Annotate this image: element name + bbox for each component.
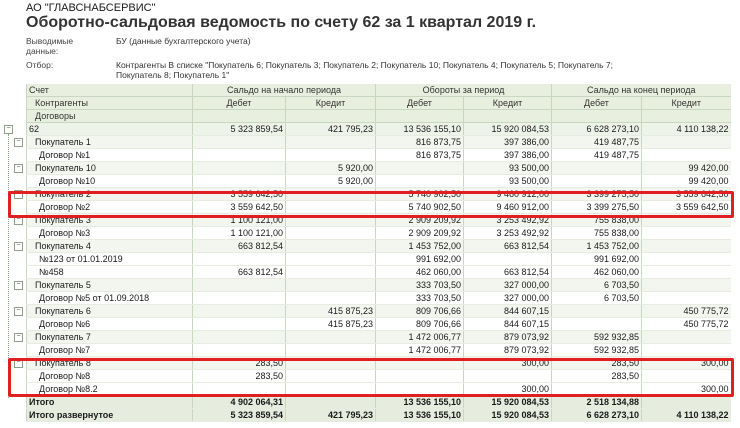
row-label: Итого развернутое (27, 409, 193, 422)
amount-cell: 4 110 138,22 (642, 409, 731, 422)
amount-cell: 3 253 492,92 (464, 214, 552, 227)
total-row[interactable] (27, 409, 731, 422)
amount-cell: 6 703,50 (552, 292, 642, 305)
amount-cell (376, 370, 464, 383)
amount-cell (193, 279, 286, 292)
row-label: Договор №8 (27, 370, 193, 383)
amount-cell: 3 399 275,50 (552, 188, 642, 201)
amount-cell: 9 460 912,00 (464, 201, 552, 214)
collapse-toggle-icon[interactable]: − (14, 216, 23, 225)
amount-cell: 15 920 084,53 (464, 123, 552, 136)
amount-cell (642, 149, 731, 162)
report-title: Оборотно-сальдовая ведомость по счету 62 за 1 квартал 2019 г. (26, 14, 537, 31)
counterparty-row[interactable] (27, 331, 731, 344)
counterparty-row[interactable] (27, 162, 731, 175)
amount-cell: 283,50 (552, 370, 642, 383)
amount-cell: 4 110 138,22 (642, 123, 731, 136)
amount-cell: 421 795,23 (286, 123, 376, 136)
col-closing-debit: Дебет (552, 97, 642, 110)
amount-cell (464, 370, 552, 383)
amount-cell (193, 305, 286, 318)
collapse-toggle-icon[interactable]: − (14, 359, 23, 368)
amount-cell: 1 472 006,77 (376, 331, 464, 344)
amount-cell (193, 136, 286, 149)
amount-cell: 327 000,00 (464, 279, 552, 292)
amount-cell (286, 149, 376, 162)
amount-cell: 663 812,54 (464, 240, 552, 253)
amount-cell: 844 607,15 (464, 318, 552, 331)
amount-cell (286, 188, 376, 201)
amount-cell (642, 331, 731, 344)
amount-cell: 663 812,54 (193, 266, 286, 279)
amount-cell (642, 240, 731, 253)
col-opening-credit: Кредит (286, 97, 376, 110)
row-label: Договор №1 (27, 149, 193, 162)
amount-cell: 663 812,54 (193, 240, 286, 253)
amount-cell: 1 100 121,00 (193, 214, 286, 227)
row-label: Покупатель 6 (27, 305, 193, 318)
amount-cell: 300,00 (464, 383, 552, 396)
col-turnover: Обороты за период (376, 84, 552, 97)
total-row[interactable] (27, 396, 731, 409)
amount-cell (286, 357, 376, 370)
amount-cell: 3 559 642,50 (642, 188, 731, 201)
col-opening-balance: Сальдо на начало периода (193, 84, 376, 97)
amount-cell: 5 323 859,54 (193, 409, 286, 422)
amount-cell: 1 100 121,00 (193, 227, 286, 240)
amount-cell (642, 370, 731, 383)
amount-cell (193, 162, 286, 175)
amount-cell: 93 500,00 (464, 162, 552, 175)
amount-cell: 13 536 155,10 (376, 409, 464, 422)
collapse-toggle-icon[interactable]: − (14, 333, 23, 342)
col-contracts: Договоры (27, 110, 193, 123)
amount-cell (286, 396, 376, 409)
amount-cell (286, 292, 376, 305)
contract-row[interactable] (27, 266, 731, 279)
amount-cell: 333 703,50 (376, 279, 464, 292)
row-label: Покупатель 4 (27, 240, 193, 253)
amount-cell: 6 628 273,10 (552, 409, 642, 422)
amount-cell: 755 838,00 (552, 214, 642, 227)
amount-cell (193, 253, 286, 266)
amount-cell (642, 253, 731, 266)
amount-cell (552, 318, 642, 331)
amount-cell: 1 453 752,00 (376, 240, 464, 253)
amount-cell: 397 386,00 (464, 149, 552, 162)
collapse-toggle-icon[interactable]: − (4, 125, 13, 134)
collapse-toggle-icon[interactable]: − (14, 190, 23, 199)
contract-row[interactable] (27, 149, 731, 162)
row-label: Договор №6 (27, 318, 193, 331)
amount-cell (286, 227, 376, 240)
row-label: Договор №8.2 (27, 383, 193, 396)
amount-cell (552, 383, 642, 396)
row-label: Покупатель 8 (27, 357, 193, 370)
col-closing-credit: Кредит (642, 97, 731, 110)
amount-cell (286, 214, 376, 227)
amount-cell: 2 909 209,92 (376, 214, 464, 227)
amount-cell: 99 420,00 (642, 175, 731, 188)
amount-cell: 99 420,00 (642, 162, 731, 175)
amount-cell: 2 909 209,92 (376, 227, 464, 240)
amount-cell (193, 149, 286, 162)
amount-cell: 3 559 642,50 (642, 201, 731, 214)
amount-cell (642, 266, 731, 279)
amount-cell: 415 875,23 (286, 318, 376, 331)
amount-cell (642, 227, 731, 240)
collapse-toggle-icon[interactable]: − (14, 242, 23, 251)
amount-cell (286, 331, 376, 344)
account-row[interactable] (27, 123, 731, 136)
filter-value-line2: Покупатель 8; Покупатель 1" (116, 70, 230, 80)
amount-cell: 450 775,72 (642, 305, 731, 318)
amount-cell: 5 920,00 (286, 162, 376, 175)
amount-cell: 283,50 (193, 370, 286, 383)
amount-cell (193, 292, 286, 305)
amount-cell: 15 920 084,53 (464, 409, 552, 422)
col-turnover-debit: Дебет (376, 97, 464, 110)
amount-cell: 415 875,23 (286, 305, 376, 318)
amount-cell: 333 703,50 (376, 292, 464, 305)
amount-cell (642, 292, 731, 305)
report-table (26, 84, 731, 422)
amount-cell: 3 253 492,92 (464, 227, 552, 240)
filter-label: Отбор: (26, 60, 54, 70)
header-row-2 (27, 97, 731, 110)
amount-cell (376, 357, 464, 370)
row-label: Договор №5 от 01.09.2018 (27, 292, 193, 305)
header-row-3 (27, 110, 731, 123)
contract-row[interactable] (27, 370, 731, 383)
row-label: Итого (27, 396, 193, 409)
amount-cell (286, 266, 376, 279)
amount-cell (464, 253, 552, 266)
collapse-toggle-icon[interactable]: − (14, 281, 23, 290)
amount-cell: 879 073,92 (464, 331, 552, 344)
amount-cell: 93 500,00 (464, 175, 552, 188)
amount-cell: 809 706,66 (376, 305, 464, 318)
amount-cell: 1 453 752,00 (552, 240, 642, 253)
contract-row[interactable] (27, 344, 731, 357)
contract-row[interactable] (27, 201, 731, 214)
output-value: БУ (данные бухгалтерского учета) (116, 36, 251, 46)
amount-cell: 5 920,00 (286, 175, 376, 188)
amount-cell (642, 214, 731, 227)
row-label: Покупатель 7 (27, 331, 193, 344)
amount-cell: 300,00 (642, 383, 731, 396)
amount-cell (642, 279, 731, 292)
counterparty-row[interactable] (27, 214, 731, 227)
amount-cell (376, 162, 464, 175)
amount-cell: 1 472 006,77 (376, 344, 464, 357)
amount-cell: 3 559 642,50 (193, 188, 286, 201)
amount-cell (552, 305, 642, 318)
amount-cell: 5 740 902,50 (376, 188, 464, 201)
amount-cell: 300,00 (464, 357, 552, 370)
row-label: №123 от 01.01.2019 (27, 253, 193, 266)
amount-cell: 421 795,23 (286, 409, 376, 422)
amount-cell (286, 383, 376, 396)
amount-cell: 879 073,92 (464, 344, 552, 357)
collapse-toggle-icon[interactable]: − (14, 164, 23, 173)
amount-cell: 419 487,75 (552, 136, 642, 149)
amount-cell (642, 136, 731, 149)
output-label-line2: данные: (26, 46, 59, 56)
amount-cell (286, 253, 376, 266)
contract-row[interactable] (27, 292, 731, 305)
filter-value-line1: Контрагенты В списке "Покупатель 6; Покупатель 3; Покупатель 2; Покупатель 10; Покупатель 4; Покупатель 5; Покупатель 7; (116, 60, 613, 70)
amount-cell: 450 775,72 (642, 318, 731, 331)
counterparty-row[interactable] (27, 240, 731, 253)
counterparty-row[interactable] (27, 188, 731, 201)
row-label: Договор №3 (27, 227, 193, 240)
counterparty-row[interactable] (27, 305, 731, 318)
contract-row[interactable] (27, 383, 731, 396)
amount-cell: 816 873,75 (376, 136, 464, 149)
amount-cell (552, 175, 642, 188)
amount-cell: 6 628 273,10 (552, 123, 642, 136)
amount-cell (193, 344, 286, 357)
amount-cell: 5 740 902,50 (376, 201, 464, 214)
row-label: Договор №10 (27, 175, 193, 188)
amount-cell: 462 060,00 (376, 266, 464, 279)
col-account: Счет (27, 84, 193, 97)
amount-cell (286, 279, 376, 292)
amount-cell: 419 487,75 (552, 149, 642, 162)
row-label: Покупатель 1 (27, 136, 193, 149)
row-label: Покупатель 3 (27, 214, 193, 227)
amount-cell: 283,50 (552, 357, 642, 370)
counterparty-row[interactable] (27, 357, 731, 370)
collapse-toggle-icon[interactable]: − (14, 307, 23, 316)
amount-cell: 6 703,50 (552, 279, 642, 292)
amount-cell: 13 536 155,10 (376, 123, 464, 136)
amount-cell: 991 692,00 (552, 253, 642, 266)
amount-cell: 844 607,15 (464, 305, 552, 318)
counterparty-row[interactable] (27, 279, 731, 292)
amount-cell: 809 706,66 (376, 318, 464, 331)
contract-row[interactable] (27, 227, 731, 240)
amount-cell (552, 162, 642, 175)
amount-cell: 592 932,85 (552, 344, 642, 357)
contract-row[interactable] (27, 175, 731, 188)
company-name: АО "ГЛАВСНАБСЕРВИС" (26, 2, 156, 14)
amount-cell: 283,50 (193, 357, 286, 370)
output-label-line1: Выводимые (26, 36, 74, 46)
row-label: №458 (27, 266, 193, 279)
amount-cell: 2 518 134,88 (552, 396, 642, 409)
amount-cell (193, 175, 286, 188)
amount-cell: 9 460 912,00 (464, 188, 552, 201)
amount-cell: 3 399 275,50 (552, 201, 642, 214)
amount-cell: 327 000,00 (464, 292, 552, 305)
counterparty-row[interactable] (27, 136, 731, 149)
row-label: Покупатель 10 (27, 162, 193, 175)
amount-cell (286, 240, 376, 253)
collapse-toggle-icon[interactable]: − (14, 138, 23, 147)
amount-cell (286, 201, 376, 214)
amount-cell (286, 344, 376, 357)
amount-cell: 300,00 (642, 357, 731, 370)
col-opening-debit: Дебет (193, 97, 286, 110)
contract-row[interactable] (27, 253, 731, 266)
amount-cell: 462 060,00 (552, 266, 642, 279)
amount-cell (193, 383, 286, 396)
amount-cell: 991 692,00 (376, 253, 464, 266)
row-label: Договор №7 (27, 344, 193, 357)
row-label: 62 (27, 123, 193, 136)
amount-cell: 816 873,75 (376, 149, 464, 162)
amount-cell (286, 136, 376, 149)
amount-cell (193, 318, 286, 331)
amount-cell (286, 370, 376, 383)
contract-row[interactable] (27, 318, 731, 331)
amount-cell: 15 920 084,53 (464, 396, 552, 409)
col-turnover-credit: Кредит (464, 97, 552, 110)
amount-cell: 4 902 064,31 (193, 396, 286, 409)
header-row-1 (27, 84, 731, 97)
col-counterparties: Контрагенты (27, 97, 193, 110)
amount-cell: 3 559 642,50 (193, 201, 286, 214)
amount-cell (642, 396, 731, 409)
amount-cell: 592 932,85 (552, 331, 642, 344)
row-label: Договор №2 (27, 201, 193, 214)
col-closing-balance: Сальдо на конец периода (552, 84, 731, 97)
tree-line (8, 134, 9, 398)
amount-cell: 13 536 155,10 (376, 396, 464, 409)
amount-cell: 663 812,54 (464, 266, 552, 279)
amount-cell: 397 386,00 (464, 136, 552, 149)
amount-cell (376, 383, 464, 396)
amount-cell: 5 323 859,54 (193, 123, 286, 136)
row-label: Покупатель 5 (27, 279, 193, 292)
amount-cell (376, 175, 464, 188)
row-label: Покупатель 2 (27, 188, 193, 201)
amount-cell (642, 344, 731, 357)
amount-cell: 755 838,00 (552, 227, 642, 240)
amount-cell (193, 331, 286, 344)
